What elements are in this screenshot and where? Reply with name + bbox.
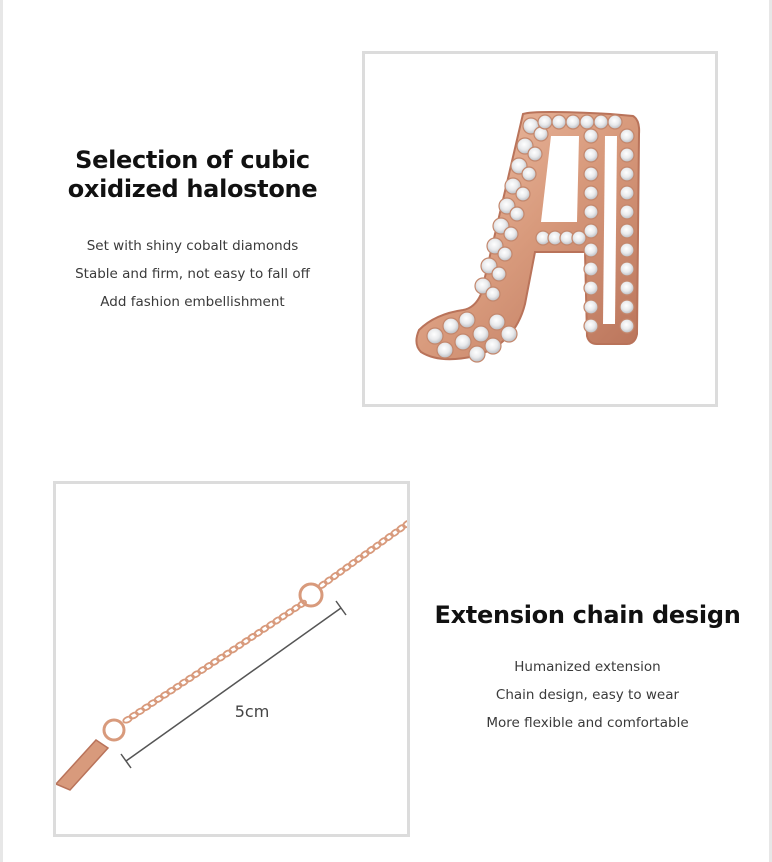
pendant-stone <box>620 129 634 143</box>
chain-feature-item: Humanized extension <box>514 659 661 675</box>
letter-a-pendant-image <box>365 54 715 404</box>
extension-chain-image <box>56 484 407 834</box>
pendant-stone <box>443 318 459 334</box>
chain-link <box>135 707 145 716</box>
pendant-stone <box>528 147 542 161</box>
pendant-stone <box>584 167 598 181</box>
pendant-stone <box>620 243 634 257</box>
pendant-stone <box>584 186 598 200</box>
pendant-section-title <box>60 146 325 204</box>
pendant-stone <box>572 231 586 245</box>
chain-link <box>160 691 170 700</box>
pendant-feature-item: Add fashion embellishment <box>100 294 285 310</box>
pendant-stone <box>552 115 566 129</box>
pendant-stone <box>620 167 634 181</box>
pendant-stone <box>538 115 552 129</box>
pendant-stone <box>516 187 530 201</box>
pendant-stone <box>455 334 471 350</box>
pendant-image-frame <box>362 51 718 407</box>
pendant-stone <box>584 129 598 143</box>
pendant-stone <box>584 281 598 295</box>
pendant-stone <box>620 148 634 162</box>
pendant-stone <box>498 247 512 261</box>
chain-feature-list <box>425 653 750 737</box>
pendant-stone <box>485 338 501 354</box>
pendant-stone <box>459 312 475 328</box>
measurement-indicator <box>121 601 346 768</box>
pendant-stone <box>489 314 505 330</box>
pendant-stone <box>584 243 598 257</box>
pendant-stone <box>620 205 634 219</box>
pendant-stone <box>437 342 453 358</box>
chain-link <box>147 699 157 708</box>
chain-link <box>129 711 139 719</box>
pendant-stone <box>473 326 489 342</box>
pendant-stone <box>584 262 598 276</box>
pendant-stone <box>584 205 598 219</box>
pendant-feature-list <box>60 232 325 316</box>
pendant-title-line-2: oxidized halostone <box>67 175 318 203</box>
pendant-stone <box>584 319 598 333</box>
pendant-stone <box>510 207 524 221</box>
pendant-stone <box>620 319 634 333</box>
chain-section-title: Extension chain design <box>434 601 741 629</box>
chain-jump-ring-upper <box>300 584 322 606</box>
pendant-stone <box>486 287 500 301</box>
pendant-feature-item: Stable and firm, not easy to fall off <box>75 266 310 282</box>
pendant-stone <box>492 267 506 281</box>
pendant-stone <box>620 281 634 295</box>
chain-image-frame <box>53 481 410 837</box>
pendant-stone <box>584 300 598 314</box>
page-edge-left <box>0 0 3 862</box>
chain-clasp <box>56 740 108 790</box>
chain-link <box>154 695 164 704</box>
chain-feature-item: More flexible and comfortable <box>486 715 689 731</box>
pendant-stone <box>522 167 536 181</box>
chain-link <box>122 715 132 723</box>
pendant-feature-item: Set with shiny cobalt diamonds <box>86 238 299 254</box>
pendant-title-line-1: Selection of cubic <box>75 146 310 174</box>
measurement-label: 5cm <box>234 702 270 721</box>
pendant-stone <box>501 326 517 342</box>
pendant-stone <box>620 300 634 314</box>
pendant-stone <box>504 227 518 241</box>
pendant-stone <box>620 262 634 276</box>
pendant-stone <box>580 115 594 129</box>
pendant-stone <box>620 186 634 200</box>
chain-feature-item: Chain design, easy to wear <box>495 687 680 703</box>
pendant-stone <box>620 224 634 238</box>
pendant-stone <box>427 328 443 344</box>
pendant-stone <box>566 115 580 129</box>
pendant-stone <box>584 148 598 162</box>
extension-chain <box>122 519 407 724</box>
pendant-stone <box>469 346 485 362</box>
chain-jump-ring-lower <box>104 720 124 740</box>
chain-link <box>141 703 151 712</box>
pendant-stone <box>608 115 622 129</box>
pendant-stone <box>594 115 608 129</box>
